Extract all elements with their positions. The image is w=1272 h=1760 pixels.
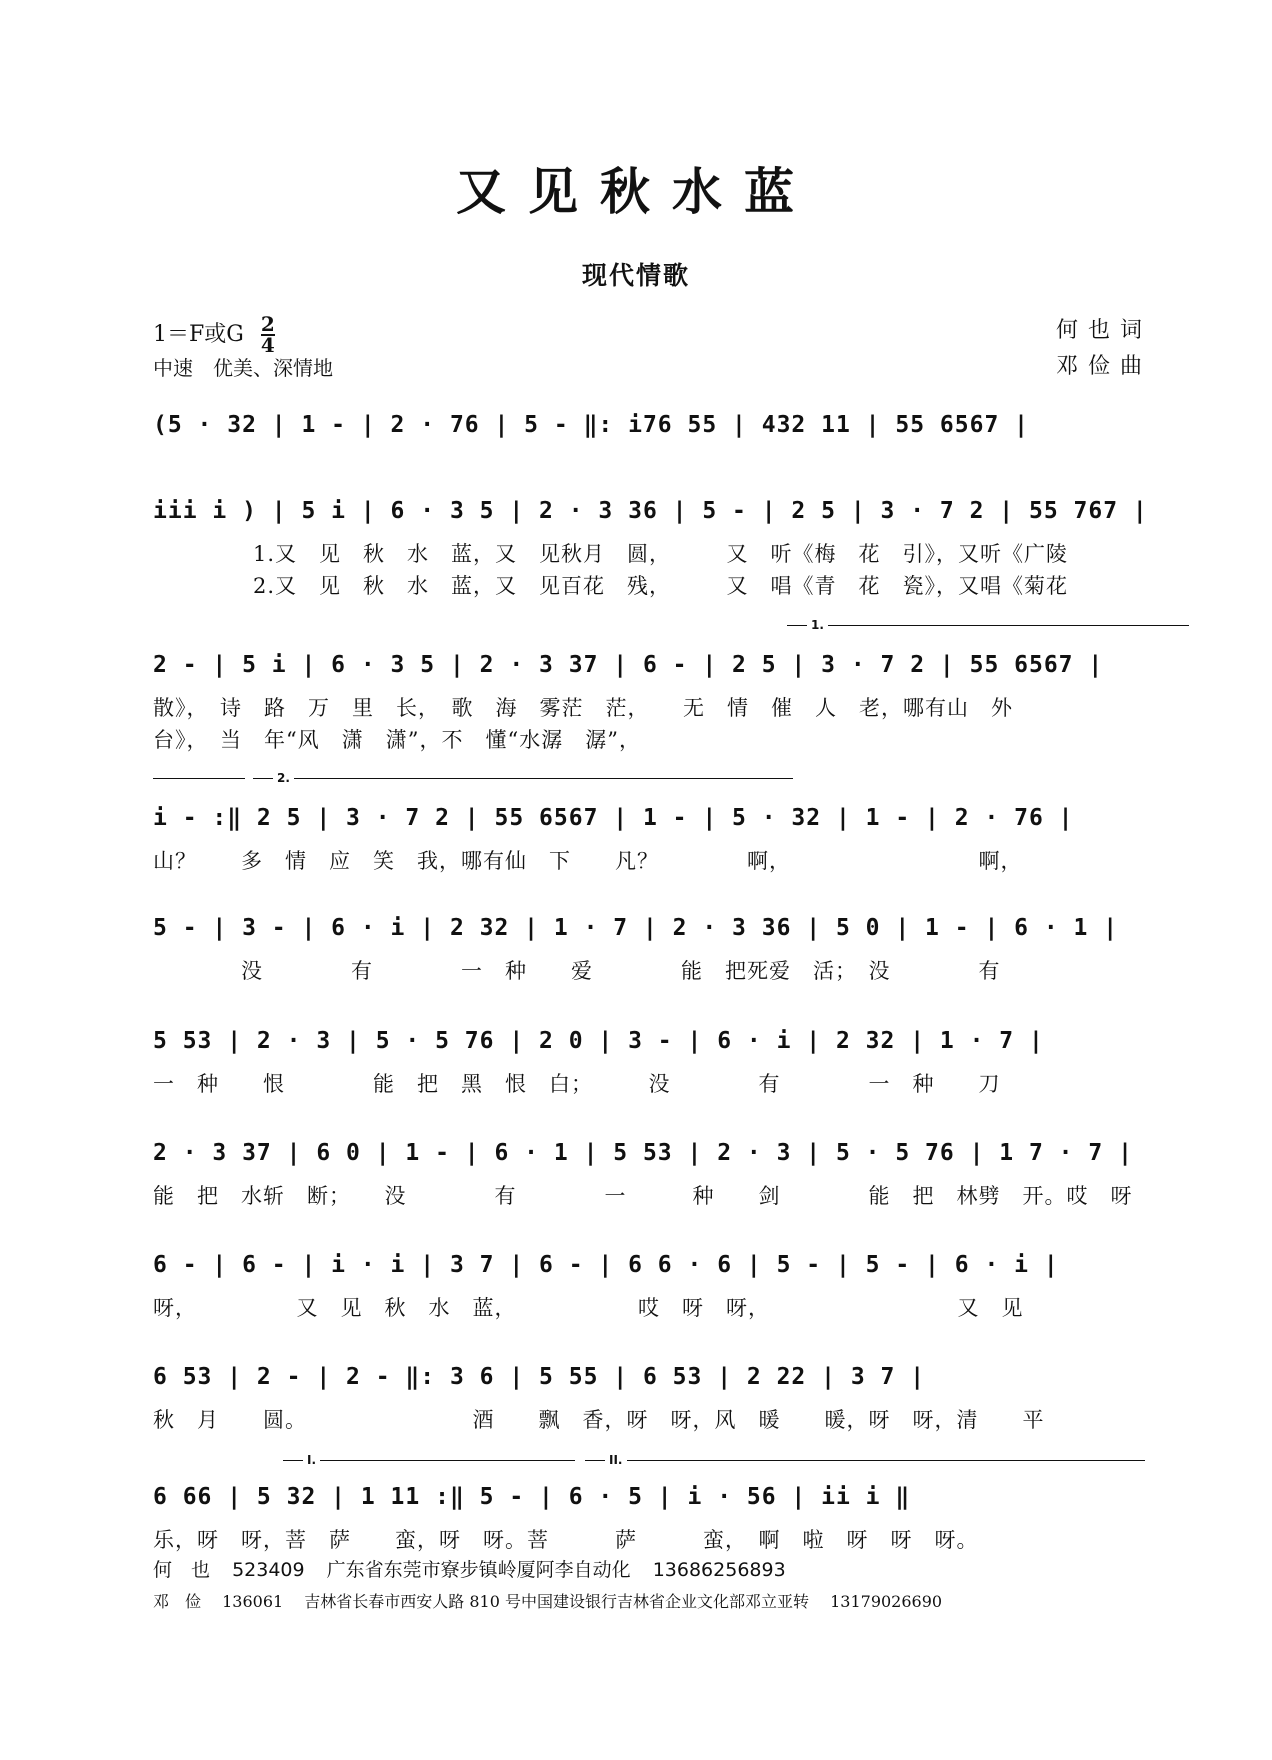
lyric-verse-1: 一 种 恨 能 把 黑 恨 白； 没 有 一 种 刀 [153,1072,1001,1096]
lyric-verse-1: 没 有 一 种 爱 能 把死爱 活； 没 有 [153,959,1001,983]
contact-address: 广东省东莞市寮步镇岭厦阿李自动化 [326,1559,631,1581]
contact-phone: 13686256893 [652,1559,786,1581]
key-signature [153,312,275,357]
notation-line: (5 · 32 | 1 - | 2 · 76 | 5 - ‖: i76 55 | 432 11 | 55 6567 | [153,412,1029,438]
tempo-marking: 中速 优美、深情地 [153,356,333,380]
notation-line: 6 66 | 5 32 | 1 11 :‖ 5 - | 6 · 5 | i · 56 | ii i ‖ [153,1484,911,1510]
notation-line: 6 - | 6 - | i · i | 3 7 | 6 - | 6 6 · 6 | 5 - | 5 - | 6 · i | [153,1252,1059,1278]
contact-address: 吉林省长春市西安人路 810 号中国建设银行吉林省企业文化部邓立亚转 [304,1592,809,1611]
volta-label: 1. [807,618,828,632]
lyric-verse-1: 能 把 水斩 断； 没 有 一 种 剑 能 把 林劈 开。哎 呀 [153,1184,1133,1208]
notation-line: 2 - | 5 i | 6 · 3 5 | 2 · 3 37 | 6 - | 2 5 | 3 · 7 2 | 55 6567 | [153,652,1104,678]
notation-line: i - :‖ 2 5 | 3 · 7 2 | 55 6567 | 1 - | 5 · 32 | 1 - | 2 · 76 | [153,805,1074,831]
volta-bracket [283,1453,575,1471]
contact-postcode: 523409 [232,1559,305,1581]
contact-name: 何 也 [153,1559,211,1581]
volta-bracket [585,1453,1145,1471]
key-label: 1＝F或G [153,322,244,347]
song-title: 又见秋水蓝 [456,162,816,221]
lyric-verse-1: 山？ 多 情 应 笑 我，哪有仙 下 凡？ 啊， 啊， [153,849,1023,873]
contact-name: 邓 俭 [153,1592,202,1611]
song-subtitle: 现代情歌 [581,261,690,290]
lyric-verse-1: 1.又 见 秋 水 蓝，又 见秋月 圆， 又 听《梅 花 引》，又听《广陵 [253,542,1069,566]
volta-bracket [787,618,1189,636]
notation-line: 5 - | 3 - | 6 · i | 2 32 | 1 · 7 | 2 · 3 36 | 5 0 | 1 - | 6 · 1 | [153,915,1119,941]
lyric-verse-1: 秋 月 圆。 酒 飘 香，呀 呀，风 暖 暖，呀 呀，清 平 [153,1408,1045,1432]
contact-postcode: 136061 [222,1592,284,1611]
composer-credit: 邓俭曲 [1055,354,1152,379]
notation-line: 6 53 | 2 - | 2 - ‖: 3 6 | 5 55 | 6 53 | 2 22 | 3 7 | [153,1364,926,1390]
time-signature-top: 2 [260,312,275,336]
volta-bracket-end [153,778,245,789]
time-signature-bottom: 4 [260,333,275,357]
notation-line: 2 · 3 37 | 6 0 | 1 - | 6 · 1 | 5 53 | 2 · 3 | 5 · 5 76 | 1 7 · 7 | [153,1140,1133,1166]
contact-phone: 13179026690 [830,1592,943,1611]
volta-label: I. [303,1453,320,1467]
volta-label: 2. [273,771,294,785]
lyricist-credit: 何也词 [1055,318,1152,343]
lyric-verse-1: 乐，呀 呀，菩 萨 蛮，呀 呀。菩 萨 蛮， 啊 啦 呀 呀 呀。 [153,1528,979,1552]
notation-line: iii i ) | 5 i | 6 · 3 5 | 2 · 3 36 | 5 - | 2 5 | 3 · 7 2 | 55 767 | [153,498,1148,524]
time-signature [260,312,275,357]
volta-bracket [253,771,793,789]
lyric-verse-1: 散》， 诗 路 万 里 长， 歌 海 雾茫 茫， 无 情 催 人 老，哪有山 外 [153,696,1013,720]
lyric-verse-2: 2.又 见 秋 水 蓝，又 见百花 残， 又 唱《青 花 瓷》，又唱《菊花 [253,574,1069,598]
lyric-verse-2: 台》， 当 年“风 潇 潇”，不 懂“水潺 潺”， [153,728,641,752]
notation-line: 5 53 | 2 · 3 | 5 · 5 76 | 2 0 | 3 - | 6 · i | 2 32 | 1 · 7 | [153,1028,1044,1054]
lyric-verse-1: 呀， 又 见 秋 水 蓝， 哎 呀 呀， 又 见 [153,1296,1024,1320]
volta-label: II. [605,1453,627,1467]
contact-lyricist [153,1555,802,1582]
contact-composer [153,1589,958,1612]
